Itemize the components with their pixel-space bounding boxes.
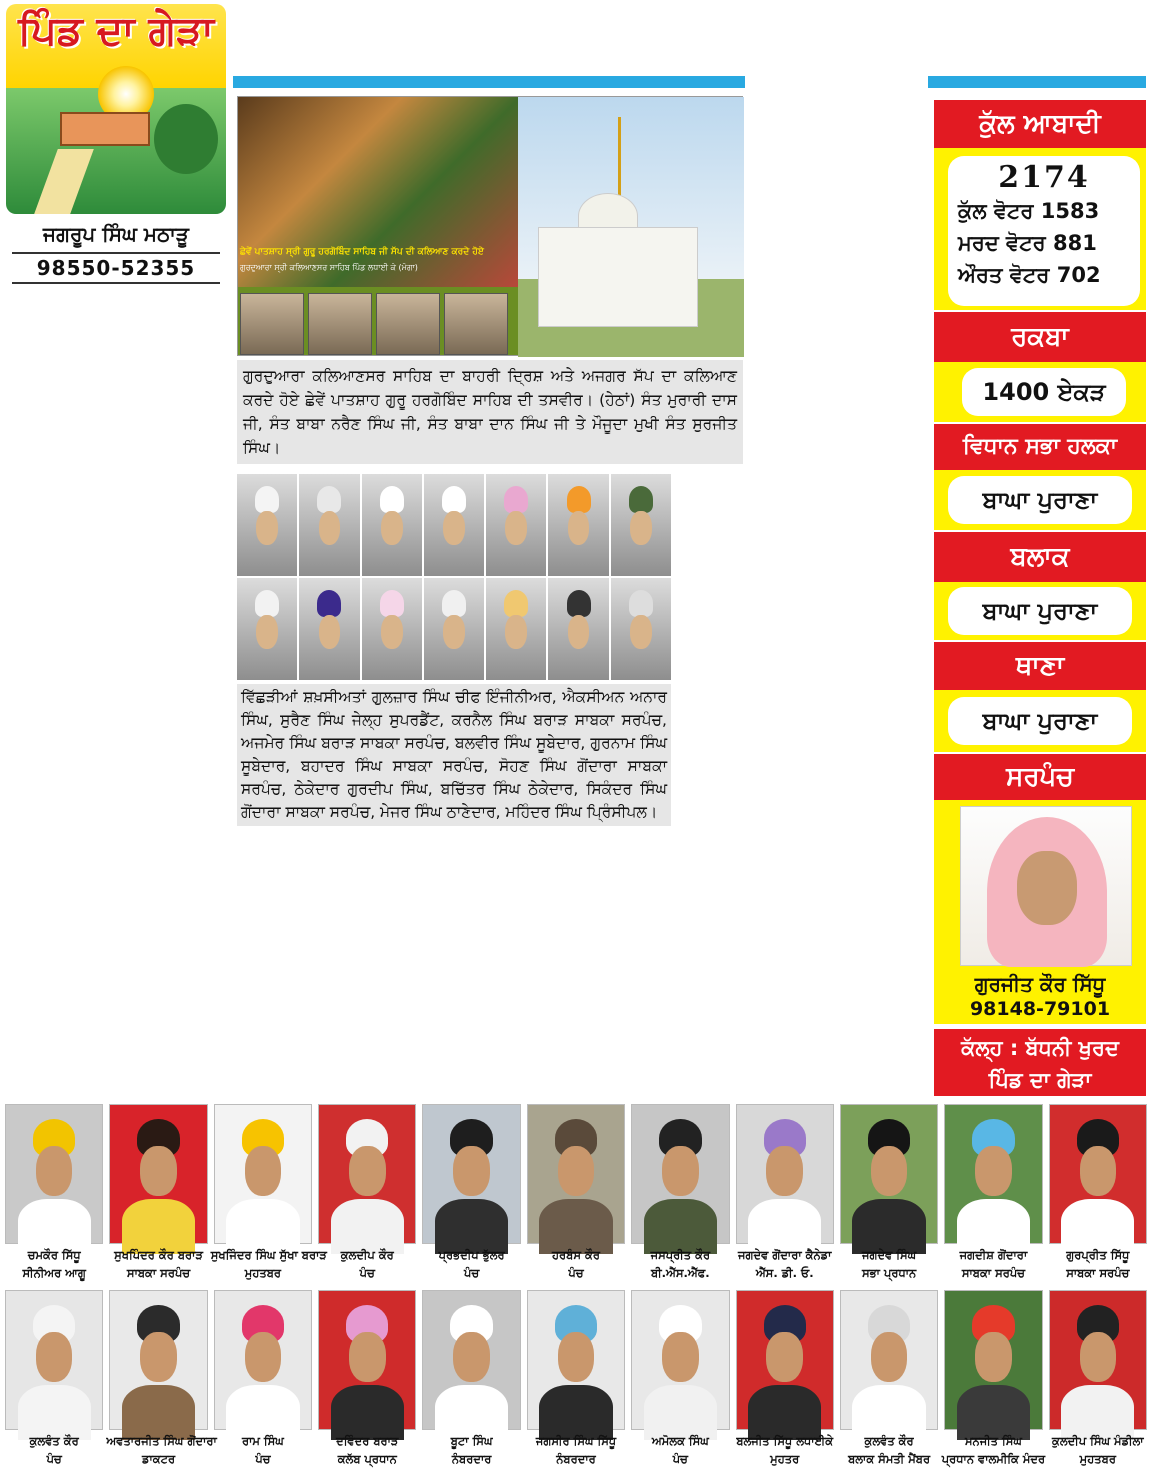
person-torso (226, 1199, 299, 1254)
people-row-1 (2, 1104, 1150, 1290)
saint-portrait (308, 293, 372, 355)
portrait (237, 578, 297, 680)
portrait (299, 578, 359, 680)
constituency-label: ਵਿਧਾਨ ਸਭਾ ਹਲਕਾ (934, 424, 1146, 470)
population-card (948, 156, 1140, 306)
person-card (315, 1290, 419, 1476)
person-torso (18, 1199, 91, 1254)
person-face (975, 1146, 1012, 1196)
person-face (1080, 1146, 1117, 1196)
person-torso (539, 1199, 612, 1254)
top-rule-right (928, 76, 1146, 88)
logo (6, 4, 226, 214)
person-face (766, 1332, 803, 1382)
person-photo (840, 1104, 938, 1244)
people-row-2 (2, 1290, 1150, 1476)
logo-path-graphic (34, 149, 94, 214)
person-card (2, 1104, 106, 1290)
person-name: ਜਗਸੀਰ ਸਿੰਘ ਸਿੱਧੂ (535, 1434, 617, 1448)
person-photo (1049, 1104, 1147, 1244)
person-role: ਮੁਹਤਰ (770, 1452, 800, 1466)
person-photo (214, 1290, 312, 1430)
person-name: ਜਗਦੇਵ ਗੋਂਦਾਰਾ ਕੈਨੇਡਾ (737, 1248, 832, 1262)
portrait (486, 578, 546, 680)
person-card (837, 1104, 941, 1290)
person-name: ਅਮੋਲਕ ਸਿੰਘ (651, 1434, 709, 1448)
person-face (36, 1146, 73, 1196)
portrait (611, 578, 671, 680)
person-role: ਸੀਨੀਅਰ ਆਗੂ (22, 1266, 86, 1280)
sarpanch-phone: 98148-79101 (969, 998, 1111, 1020)
author-name: ਜਗਰੂਪ ਸਿੰਘ ਮਠਾੜੂ (43, 222, 189, 246)
person-card (1046, 1104, 1150, 1290)
late-personalities-grid (237, 474, 671, 680)
constituency-value: ਬਾਘਾ ਪੁਰਾਣਾ (982, 486, 1098, 514)
person-name: ਕੁਲਦੀਪ ਸਿੰਘ ਮੰਡੀਲਾ (1052, 1434, 1144, 1448)
police-station-label: ਥਾਣਾ (934, 642, 1146, 690)
police-station-card (948, 697, 1132, 745)
person-name: ਮਨਜੀਤ ਸਿੰਘ (964, 1434, 1022, 1448)
person-role: ਸਾਬਕਾ ਸਰਪੰਚ (1066, 1266, 1130, 1280)
person-torso (122, 1385, 195, 1440)
person-card (419, 1104, 523, 1290)
portrait (299, 474, 359, 576)
person-name: ਬੂਟਾ ਸਿੰਘ (450, 1434, 493, 1448)
person-name: ਜਸਪ੍ਰੀਤ ਕੌਰ (650, 1248, 711, 1262)
painting-image (238, 97, 518, 287)
saint-portrait (240, 293, 304, 355)
person-card (106, 1290, 217, 1476)
person-role: ਸਾਬਕਾ ਸਰਪੰਚ (126, 1266, 191, 1280)
person-role: ਐੱਸ. ਡੀ. ਓ. (755, 1266, 814, 1280)
person-name: ਜਗਦੇਵ ਸਿੰਘ (861, 1248, 917, 1262)
person-card (628, 1104, 732, 1290)
person-torso (957, 1199, 1030, 1254)
person-role: ਪੰਚ (359, 1266, 375, 1280)
person-face (558, 1146, 595, 1196)
person-card (2, 1290, 106, 1476)
person-face (662, 1332, 699, 1382)
person-card (941, 1104, 1045, 1290)
person-name: ਸੁਖਪਿੰਦਰ ਕੌਰ ਬਰਾੜ (114, 1248, 203, 1262)
person-face (558, 1332, 595, 1382)
person-face (871, 1332, 908, 1382)
portrait (611, 474, 671, 576)
police-station-panel (934, 690, 1146, 752)
person-torso (957, 1385, 1030, 1440)
person-torso (435, 1199, 508, 1254)
person-photo (631, 1104, 729, 1244)
person-torso (226, 1385, 299, 1440)
person-photo (944, 1104, 1042, 1244)
person-photo (527, 1290, 625, 1430)
person-face (36, 1332, 73, 1382)
person-torso (1061, 1199, 1134, 1254)
gurdwara-caption: ਗੁਰਦੁਆਰਾ ਕਲਿਆਣਸਰ ਸਾਹਿਬ ਦਾ ਬਾਹਰੀ ਦ੍ਰਿਸ਼ ਅਤੇ ਅਜਗਰ ਸੱਪ ਦਾ ਕਲਿਆਣ ਕਰਦੇ ਹੋਏ ਛੇਵੇਂ ਪਾਤਸ਼ਾਹ ਗੁਰੂ ਹਰਗੋਬਿੰਦ ਸਾਹਿਬ ਦੀ ਤਸਵੀਰ। (ਹੇਠਾਂ) ਸੰਤ ਮੁਰਾਰੀ ਦਾਸ ਜੀ, ਸੰਤ ਬਾਬਾ ਨਰੈਣ ਸਿੰਘ ਜੀ, ਸੰਤ ਬਾਬਾ ਦਾਨ ਸਿੰਘ ਜੀ ਤੇ ਮੌਜੂਦਾ ਮੁਖੀ ਸੰਤ ਸੁਰਜੀਤ ਸਿੰਘ। (237, 360, 743, 464)
person-face (453, 1146, 490, 1196)
person-role: ਬਲਾਕ ਸੰਮਤੀ ਮੈਂਬਰ (848, 1452, 931, 1466)
person-torso (435, 1385, 508, 1440)
person-torso (539, 1385, 612, 1440)
person-role: ਕਲੱਬ ਪ੍ਰਧਾਨ (337, 1452, 397, 1466)
person-role: ਬੀ.ਐੱਸ.ਐੱਫ. (651, 1266, 710, 1280)
person-face (140, 1146, 177, 1196)
person-name: ਬਲਜੀਤ ਸਿੱਧੂ ਲਧਾਈਕੇ (736, 1434, 834, 1448)
person-torso (852, 1199, 925, 1254)
next-village-line-2: ਪਿੰਡ ਦਾ ਗੇੜਾ (988, 1068, 1092, 1092)
person-torso (1061, 1385, 1134, 1440)
sarpanch-photo (960, 806, 1132, 966)
person-name: ਗੁਰਪ੍ਰੀਤ ਸਿੱਧੂ (1066, 1248, 1130, 1262)
person-torso (331, 1385, 404, 1440)
logo-tree-graphic (154, 104, 218, 174)
person-card (628, 1290, 732, 1476)
block-value: ਬਾਘਾ ਪੁਰਾਣਾ (982, 597, 1098, 625)
person-card (1046, 1290, 1150, 1476)
person-card (733, 1104, 837, 1290)
person-photo (944, 1290, 1042, 1430)
person-role: ਸਭਾ ਪ੍ਰਧਾਨ (861, 1266, 917, 1280)
person-photo (5, 1104, 103, 1244)
painting-banner-line-1: ਛੇਵੇਂ ਪਾਤਸ਼ਾਹ ਸ੍ਰੀ ਗੁਰੂ ਹਰਗੋਬਿੰਦ ਸਾਹਿਬ ਜੀ ਸੱਪ ਦੀ ਕਲਿਆਣ ਕਰਦੇ ਹੋਏ (240, 247, 484, 257)
person-face (662, 1146, 699, 1196)
next-village-box (934, 1026, 1146, 1096)
person-photo (422, 1104, 520, 1244)
person-card (106, 1104, 210, 1290)
person-face (453, 1332, 490, 1382)
block-panel (934, 582, 1146, 640)
person-photo (422, 1290, 520, 1430)
area-label: ਰਕਬਾ (934, 312, 1146, 362)
portrait (362, 474, 422, 576)
male-voters: ਮਰਦ ਵੋਟਰ 881 (958, 231, 1097, 255)
person-face (1080, 1332, 1117, 1382)
person-name: ਕੁਲਦੀਪ ਕੌਰ (340, 1248, 394, 1262)
person-photo (318, 1290, 416, 1430)
person-photo (527, 1104, 625, 1244)
person-face (140, 1332, 177, 1382)
person-name: ਹਰਬੰਸ ਕੌਰ (551, 1248, 600, 1262)
person-card (419, 1290, 523, 1476)
person-role: ਪੰਚ (46, 1452, 62, 1466)
person-torso (331, 1199, 404, 1254)
gurdwara-building (538, 227, 698, 327)
person-role: ਸਾਬਕਾ ਸਰਪੰਚ (961, 1266, 1026, 1280)
person-card (315, 1104, 419, 1290)
author-phone: 98550-52355 (12, 252, 220, 284)
person-photo (5, 1290, 103, 1430)
person-torso (644, 1385, 717, 1440)
person-card (837, 1290, 941, 1476)
person-card (941, 1290, 1045, 1476)
person-face (245, 1146, 282, 1196)
person-card (524, 1290, 628, 1476)
area-value: 1400 ਏਕੜ (982, 378, 1106, 406)
block-card (948, 587, 1132, 635)
person-name: ਦਵਿੰਦਰ ਬਰਾੜ (336, 1434, 399, 1448)
painting-banner-line-2: ਗੁਰਦੁਆਰਾ ਸ੍ਰੀ ਕਲਿਆਣਸਰ ਸਾਹਿਬ ਪਿੰਡ ਲਧਾਈ ਕੇ (ਮੋਗਾ) (240, 263, 418, 272)
person-torso (748, 1385, 821, 1440)
person-name: ਚਮਕੌਰ ਸਿੱਧੂ (27, 1248, 81, 1262)
person-face (871, 1146, 908, 1196)
person-photo (736, 1104, 834, 1244)
person-photo (1049, 1290, 1147, 1430)
person-face (766, 1146, 803, 1196)
person-role: ਮੁਹਤਬਰ (244, 1266, 282, 1280)
person-role: ਨੰਬਰਦਾਰ (556, 1452, 596, 1466)
person-card (733, 1290, 837, 1476)
portrait (424, 474, 484, 576)
total-voters: ਕੁੱਲ ਵੋਟਰ 1583 (958, 199, 1100, 223)
portrait (424, 578, 484, 680)
area-panel (934, 362, 1146, 422)
person-face (245, 1332, 282, 1382)
person-role: ਪੰਚ (672, 1452, 688, 1466)
person-torso (18, 1385, 91, 1440)
portrait (237, 474, 297, 576)
sarpanch-name: ਗੁਰਜੀਤ ਕੌਰ ਸਿੱਧੂ (974, 972, 1106, 996)
person-torso (748, 1199, 821, 1254)
sarpanch-label: ਸਰਪੰਚ (934, 754, 1146, 800)
top-rule-middle (233, 76, 745, 88)
portrait (548, 474, 608, 576)
female-voters: ਔਰਤ ਵੋਟਰ 702 (958, 263, 1101, 287)
area-card (962, 368, 1126, 416)
person-name: ਅਵਤਾਰਜੀਤ ਸਿੰਘ ਗੋਂਦਾਰਾ (106, 1434, 217, 1448)
person-name: ਪ੍ਰਭਦੀਪ ਭੁੱਲਰ (438, 1248, 505, 1262)
person-name: ਜਗਦੀਸ਼ ਗੋਂਦਾਰਾ (959, 1248, 1028, 1262)
person-role: ਪੰਚ (568, 1266, 584, 1280)
portrait (362, 578, 422, 680)
person-photo (109, 1290, 207, 1430)
person-torso (852, 1385, 925, 1440)
person-name: ਰਾਮ ਸਿੰਘ (241, 1434, 284, 1448)
logo-title: ਪਿੰਡ ਦਾ ਗੇੜਾ (18, 8, 214, 54)
person-photo (840, 1290, 938, 1430)
person-name: ਸੁਖਜਿੰਦਰ ਸਿੰਘ ਸੁੱਖਾ ਬਰਾੜ (210, 1248, 327, 1262)
person-role: ਪੰਚ (255, 1452, 271, 1466)
person-card (524, 1104, 628, 1290)
person-photo (318, 1104, 416, 1244)
saint-portrait (444, 293, 508, 355)
population-label: ਕੁੱਲ ਆਬਾਦੀ (934, 100, 1146, 148)
population-value: 2174 (998, 160, 1090, 195)
person-role: ਨੰਬਰਦਾਰ (451, 1452, 492, 1466)
person-photo (631, 1290, 729, 1430)
constituency-panel (934, 470, 1146, 530)
personalities-caption: ਵਿੱਛੜੀਆਂ ਸ਼ਖ਼ਸੀਅਤਾਂ ਗੁਲਜ਼ਾਰ ਸਿੰਘ ਚੀਫ ਇੰਜੀਨੀਅਰ, ਐਕਸੀਅਨ ਅਨਾਰ ਸਿੰਘ, ਸੁਰੈਣ ਸਿੰਘ ਜੇਲ੍ਹ ਸੁਪਰਡੈਂਟ, ਕਰਨੈਲ ਸਿੰਘ ਬਰਾੜ ਸਾਬਕਾ ਸਰਪੰਚ, ਅਜਮੇਰ ਸਿੰਘ ਬਰਾੜ ਸਾਬਕਾ ਸਰਪੰਚ, ਬਲਵੀਰ ਸਿੰਘ ਸੂਬੇਦਾਰ, ਗੁਰਨਾਮ ਸਿੰਘ ਸੂਬੇਦਾਰ, ਬਹਾਦਰ ਸਿੰਘ ਸਾਬਕਾ ਸਰਪੰਚ, ਸੋਹਣ ਸਿੰਘ ਗੋਂਦਾਰਾ ਸਾਬਕਾ ਸਰਪੰਚ, ਠੇਕੇਦਾਰ ਗੁਰਦੀਪ ਸਿੰਘ, ਬਚਿੱਤਰ ਸਿੰਘ ਠੇਕੇਦਾਰ, ਸਿਕੰਦਰ ਸਿੰਘ ਗੋਂਦਾਰਾ ਸਾਬਕਾ ਸਰਪੰਚ, ਮੇਜਰ ਸਿੰਘ ਠਾਣੇਦਾਰ, ਮਹਿੰਦਰ ਸਿੰਘ ਪ੍ਰਿੰਸੀਪਲ। (237, 684, 671, 826)
portrait (548, 578, 608, 680)
police-station-value: ਬਾਘਾ ਪੁਰਾਣਾ (982, 707, 1098, 735)
person-role: ਪੰਚ (464, 1266, 480, 1280)
saint-portrait (376, 293, 440, 355)
person-name: ਕੁਲਵੰਤ ਕੌਰ (29, 1434, 79, 1448)
person-photo (214, 1104, 312, 1244)
person-face (975, 1332, 1012, 1382)
logo-hut-graphic (60, 112, 150, 146)
person-torso (644, 1199, 717, 1254)
person-name: ਕੁਲਵੰਤ ਕੌਰ (864, 1434, 914, 1448)
person-role: ਮੁਹਤਬਰ (1079, 1452, 1116, 1466)
person-photo (736, 1290, 834, 1430)
gurdwara-photo (237, 96, 743, 356)
person-card (211, 1290, 315, 1476)
person-role: ਪ੍ਰਧਾਨ ਵਾਲਮੀਕਿ ਮੰਦਰ (941, 1452, 1046, 1466)
person-photo (109, 1104, 207, 1244)
sarpanch-face (1017, 851, 1077, 925)
block-label: ਬਲਾਕ (934, 532, 1146, 582)
person-card (210, 1104, 327, 1290)
person-role: ਡਾਕਟਰ (141, 1452, 176, 1466)
person-face (349, 1146, 386, 1196)
next-village-line-1: ਕੱਲ੍ਹ : ਬੱਧਨੀ ਖੁਰਦ (961, 1036, 1119, 1060)
portrait (486, 474, 546, 576)
person-face (349, 1332, 386, 1382)
person-torso (122, 1199, 195, 1254)
population-panel (934, 148, 1146, 310)
constituency-card (948, 476, 1132, 524)
